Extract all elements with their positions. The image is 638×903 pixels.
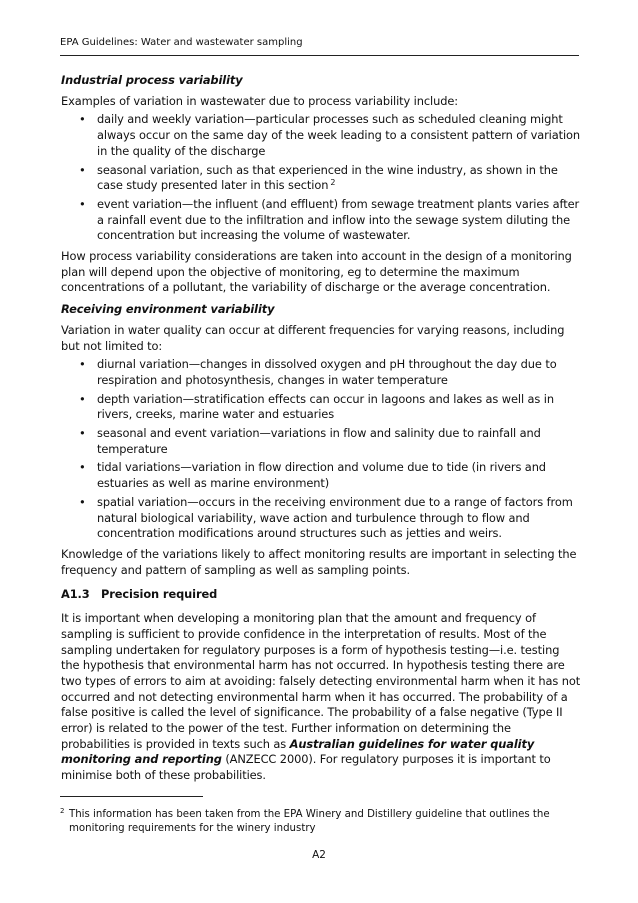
bullet-icon: • [79, 426, 86, 441]
footnote-divider [60, 796, 203, 797]
receiving-intro: Variation in water quality can occur at different frequencies for varying reasons, including but not limited to: [61, 322, 565, 353]
receiving-list [61, 357, 581, 542]
list-item-text: diurnal variation—changes in dissolved oxygen and pH throughout the day due to respiration and photosynthesis, changes in water temperature [97, 357, 557, 387]
running-header: EPA Guidelines: Water and wastewater sampling [60, 37, 303, 48]
bullet-icon: • [79, 196, 86, 211]
footnote [60, 808, 560, 835]
citation-title: Australian guidelines for water quality monitoring and reporting [61, 736, 535, 767]
bullet-icon: • [79, 162, 86, 177]
bullet-icon: • [79, 357, 86, 372]
bullet-icon: • [79, 494, 86, 509]
page-number: A2 [312, 849, 326, 861]
list-item-text: depth variation—stratification effects can occur in lagoons and lakes as well as in rivers, creeks, marine water and estuaries [97, 391, 554, 422]
footnote-line-2: monitoring requirements for the winery industry [69, 822, 316, 834]
list-item [61, 197, 581, 244]
list-item [61, 495, 581, 542]
industrial-heading: Industrial process variability [61, 73, 243, 87]
receiving-closing: Knowledge of the variations likely to affect monitoring results are important in selecting the frequency and pattern of sampling as well as sampling points. [61, 546, 577, 577]
bullet-icon: • [79, 112, 86, 127]
industrial-closing: How process variability considerations are taken into account in the design of a monitoring plan will depend upon the objective of monitoring, eg to determine the maximum concentrations of a pollutant, the variability of discharge or the average concentration. [61, 249, 572, 295]
list-item-text: daily and weekly variation—particular processes such as scheduled cleaning might always occur on the same day of the week leading to a consistent pattern of variation in the quality of the discharge [97, 112, 581, 158]
list-item [61, 460, 581, 491]
list-item-text: event variation—the influent (and effluent) from sewage treatment plants varies after a rainfall event due to the infiltration and inflow into the sewage system diluting the concentration but increasing the volume of wastewater. [97, 196, 580, 243]
industrial-intro: Examples of variation in wastewater due to process variability include: [61, 93, 458, 108]
list-item [61, 426, 581, 457]
body-text [61, 73, 581, 784]
precision-text-before: It is important when developing a monitoring plan that the amount and frequency of sampling is sufficient to provide confidence in the interpretation of results. Most of the sampling undertaken for regulatory purposes is a form of hypothesis testing—i.e. testing the hypothesis that environmental harm has not occurred. In hypothesis testing there are two types of errors to aim at avoiding: falsely detecting environmental harm when it has not occurred and not detecting environmental harm when it has occurred. The probability of a false positive is called the level of significance. The probability of a false negative (Type II error) is related to the power of the test. Further information on determining the probabilities is provided in texts such as [61, 611, 581, 751]
list-item-text: spatial variation—occurs in the receiving environment due to a range of factors from natural biological variability, wave action and turbulence through to flow and concentration modifications around structures such as jetties and weirs. [97, 494, 573, 541]
section-heading [61, 587, 581, 603]
list-item [61, 392, 581, 423]
bullet-icon: • [79, 460, 86, 475]
section-number: A1.3 [61, 587, 90, 602]
list-item [61, 112, 581, 159]
receiving-heading: Receiving environment variability [61, 302, 275, 317]
list-item-text: seasonal variation, such as that experienced in the wine industry, as shown in the case study presented later in this section [97, 162, 558, 193]
footnote-mark: 2 [60, 807, 65, 815]
bullet-icon: • [79, 391, 86, 406]
precision-text-after: (ANZECC 2000). For regulatory purposes it is important to minimise both of these probabilities. [61, 752, 551, 783]
section-title: Precision required [101, 587, 218, 602]
list-item [61, 163, 581, 194]
header-divider [60, 55, 579, 56]
list-item-text: tidal variations—variation in flow direction and volume due to tide (in rivers and estuaries as well as marine environment) [97, 460, 546, 491]
list-item [61, 357, 581, 388]
industrial-list [61, 112, 581, 244]
list-item-text: seasonal and event variation—variations in flow and salinity due to rainfall and temperature [97, 426, 541, 456]
footnote-reference[interactable]: 2 [330, 178, 336, 188]
precision-paragraph [61, 611, 581, 784]
footnote-line-1: This information has been taken from the EPA Winery and Distillery guideline that outlines the [69, 809, 550, 820]
